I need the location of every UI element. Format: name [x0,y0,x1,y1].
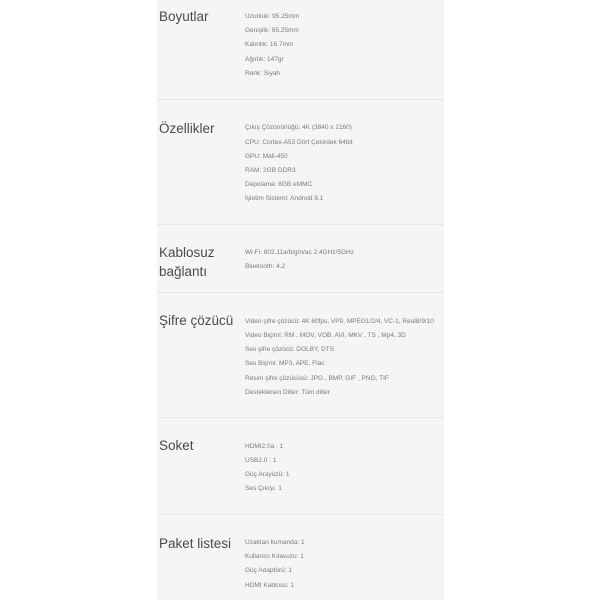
section-title: Kablosuz bağlantı [159,245,215,279]
spec-line: Uzaktan kumanda: 1 [245,539,305,546]
section-paket-listesi [157,515,444,600]
spec-line: Ses şifre çözücü: DOLBY, DTS [245,346,335,353]
spec-line: Kullanıcı Kılavuzu: 1 [245,553,304,560]
spec-line: HDMI Kablosu: 1 [245,582,295,589]
section-title: Şifre çözücü [159,313,234,328]
spec-line: Bluetooth: 4.2 [245,263,286,270]
spec-line: HDMI2.0a : 1 [245,443,284,450]
spec-line: Ağırlık: 147gr [245,56,284,63]
spec-line: Güç Arayüzü: 1 [245,471,290,478]
spec-line: CPU: Cortex-A53 Dört Çekirdek 64bit [245,139,353,146]
section-title: Özellikler [159,121,215,136]
spec-table [157,0,444,600]
section-kablosuz-baglanti [157,225,444,293]
spec-line: Wi-Fi: 802.11a/b/g/n/ac 2.4GHz/5GHz [245,249,354,256]
spec-line: Video şifre çözücü: 4K 60fps, VP9, MPEG1/2/4, VC-1, Real8/9/10 [245,318,434,325]
spec-line: Renk: Siyah [245,70,281,77]
spec-line: Ses Çıkışı: 1 [245,485,282,492]
section-title: Soket [159,438,194,453]
spec-line: Ses Biçimi: MP3, APE, Flac [245,360,325,367]
section-soket [157,418,444,515]
spec-line: Video Biçimi: RM , MOV, VOB, AVI, MKV , TS , Mp4, 3D [245,332,406,339]
spec-line: RAM: 2GB DDR3 [245,167,296,174]
spec-line: Güç Adaptörü: 1 [245,567,292,574]
spec-line: Resim şifre çözücüsü: JPG , BMP, GIF , PNG, TIF [245,375,389,382]
spec-line: USB2.0 : 1 [245,457,277,464]
spec-line: Desteklenen Diller: Tüm diller [245,389,330,396]
spec-line: Çıkış Çözünürlüğü: 4K (3840 x 2160) [245,124,352,131]
spec-line: Uzunluk: 95.25mm [245,13,300,20]
spec-line: Depolama: 8GB eMMC [245,181,313,188]
section-boyutlar [157,0,444,100]
spec-line: Kalınlık: 16.7mm [245,41,294,48]
section-ozellikler [157,100,444,225]
section-sifre-cozucu [157,293,444,418]
spec-line: GPU: Mali-450 [245,153,288,160]
spec-line: Genişlik: 95.25mm [245,27,299,34]
spec-line: İşletim Sistemi: Android 8.1 [245,195,324,202]
section-title: Paket listesi [159,536,232,551]
section-title: Boyutlar [159,9,209,24]
